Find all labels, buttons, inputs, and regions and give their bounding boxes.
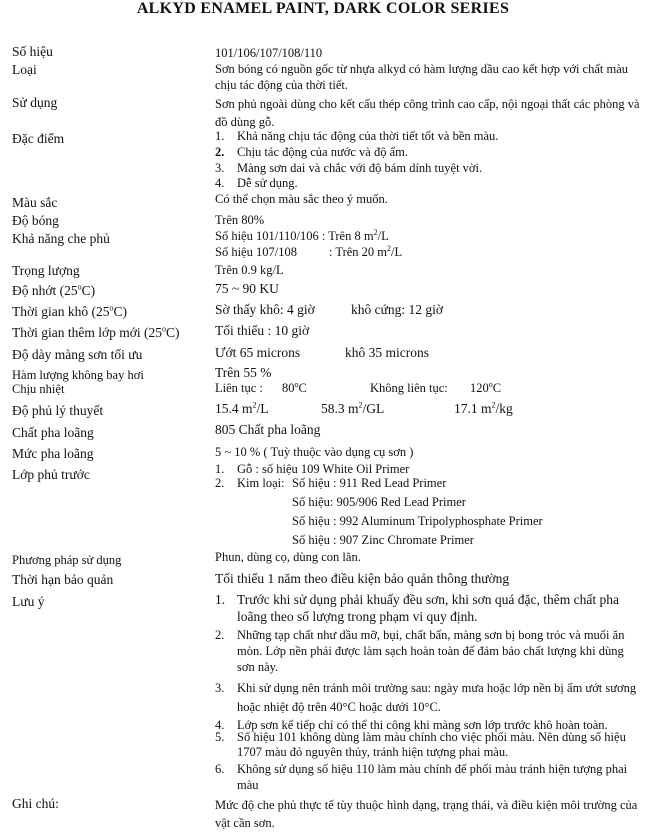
item-text: Khi sử dụng nên tránh môi trường sau: ngày mưa hoặc lớp nền bị ẩm ướt sương hoặc nhiệt độ trên 40°C hoặc dưới 10°C. [237, 681, 637, 714]
value-dry-thickness: khô 35 microns [345, 345, 429, 360]
chiu-nhiet-noncontinuous-value [470, 380, 501, 396]
item-text: Chịu tác động của nước và độ ẩm. [237, 145, 408, 159]
value-dry-hard: khô cứng: 12 giờ [351, 302, 444, 317]
che-phu-line-1 [215, 228, 389, 244]
item-text: Khả năng chịu tác động của thời tiết tốt và bền màu. [237, 129, 499, 143]
label-tail: C) [81, 283, 96, 298]
item-text: Số hiệu 101 không dùng làm màu chính cho việc phối màu. Nên dùng số hiệu 1707 màu đỏ nguyên thủy, tránh hiện tượng phai màu. [237, 730, 626, 759]
primer-metal-line: Số hiệu : 907 Zinc Chromate Primer [292, 533, 474, 547]
value-phuong-phap: Phun, dùng cọ, dùng con lăn. [215, 550, 361, 564]
luu-y-item [215, 761, 640, 793]
label-text: Thời gian khô (25 [12, 304, 110, 319]
value-mau-sac: Có thể chọn màu sắc theo ý muốn. [215, 192, 388, 206]
document-title: ALKYD ENAMEL PAINT, DARK COLOR SERIES [136, 0, 510, 17]
value-thoi-gian-them-lop: Tối thiểu : 10 giờ [215, 323, 310, 338]
primer-item-metal-head: Kim loại: [237, 476, 285, 490]
item-number: 2. [215, 628, 225, 642]
che-phu-text: : Trên 20 m [329, 245, 388, 259]
label-su-dung: Sử dụng [12, 95, 58, 110]
label-phuong-phap: Phương pháp sử dụng [12, 553, 122, 567]
primer-metal-line: Số hiệu: 905/906 Red Lead Primer [292, 495, 466, 509]
unit-tail: /L [391, 245, 403, 259]
label-thoi-gian-kho [12, 304, 127, 320]
value-muc-pha-loang: 5 ~ 10 % ( Tuỳ thuộc vào dụng cụ sơn ) [215, 445, 414, 459]
value-loai: Sơn bóng có nguồn gốc từ nhựa alkyd có hàm lượng dầu cao kết hợp với chất màu chịu tác động của thời tiết. [215, 62, 629, 92]
value-coverage-per-liter [215, 401, 269, 417]
value-so-hieu: 101/106/107/108/110 [215, 46, 323, 60]
luu-y-item [215, 591, 640, 625]
value-ham-luong: Trên 55 % [215, 365, 272, 380]
label-text: Thời gian thêm lớp mới (25 [12, 325, 163, 340]
item-text: Trước khi sử dụng phải khuấy đều sơn, khi sơn quá đặc, thêm chất pha loãng theo số lượng trong phạm vi quy định. [237, 592, 619, 624]
label-lop-phu-truoc: Lớp phủ trước [12, 467, 90, 482]
che-phu-line-2b [329, 244, 402, 260]
unit-sup: 2 [252, 400, 257, 410]
degree-sup: o [162, 324, 167, 334]
label-thoi-han-bao-quan: Thời hạn bảo quản [12, 572, 114, 587]
luu-y-item [215, 627, 640, 675]
unit-tail: /GL [362, 401, 385, 416]
unit-tail: /L [256, 401, 269, 416]
value-wet-thickness: Ướt 65 microns [215, 345, 301, 360]
degree-sup: o [488, 379, 493, 389]
value-ghi-chu: Mức độ che phủ thực tế tùy thuộc hình dạng, trạng thái, và điều kiện môi trường của vật cần sơn. [215, 798, 638, 830]
value-coverage-per-gallon [321, 401, 384, 417]
label-do-bong: Độ bóng [12, 213, 59, 228]
unit-sup: 2 [491, 400, 496, 410]
unit-sup: 2 [373, 227, 378, 237]
label-text: Độ nhớt (25 [12, 283, 78, 298]
value-thoi-han-bao-quan: Tối thiểu 1 năm theo điều kiện bảo quản thông thường [215, 571, 510, 586]
coverage-number: 15.4 m [215, 401, 253, 416]
unit-tail: /kg [495, 401, 513, 416]
item-text: Lớp sơn kế tiếp chỉ có thể thi công khi màng sơn lớp trước khô hoàn toàn. [237, 718, 608, 732]
label-dac-diem: Đặc điểm [12, 131, 65, 146]
value-su-dung: Sơn phủ ngoài dùng cho kết cấu thép công trình cao cấp, nội ngoại thất các phòng và đồ dùng gỗ. [215, 97, 640, 129]
value-coverage-per-kg [454, 401, 513, 417]
label-tail: C) [166, 325, 180, 340]
label-do-phu-ly-thuyet: Độ phủ lý thuyết [12, 403, 104, 418]
luu-y-item [215, 730, 640, 760]
item-number: 4. [215, 718, 225, 732]
item-text: Dễ sử dụng. [237, 176, 298, 190]
item-number: 2. [215, 145, 225, 159]
item-text: Không sử dụng số hiệu 110 làm màu chính để phối màu tránh hiện tượng phai màu [237, 762, 628, 792]
coverage-number: 58.3 m [321, 401, 359, 416]
chiu-nhiet-noncontinuous-label: Không liên tục: [370, 381, 448, 395]
item-number: 3. [215, 161, 225, 175]
label-chiu-nhiet: Chịu nhiệt [12, 382, 65, 396]
item-number: 1. [215, 129, 225, 143]
label-ghi-chu: Ghi chú: [12, 796, 59, 811]
label-chat-pha-loang: Chất pha loãng [12, 425, 94, 440]
label-so-hieu: Số hiệu [12, 44, 53, 59]
chiu-nhiet-continuous-value [282, 380, 307, 396]
value-do-bong: Trên 80% [215, 213, 265, 227]
label-loai: Loại [12, 62, 37, 77]
item-number: 1. [215, 592, 226, 607]
label-do-nhot [12, 283, 95, 299]
value-trong-luong: Trên 0.9 kg/L [215, 263, 284, 277]
unit-sup: 2 [358, 400, 363, 410]
value-chat-pha-loang: 805 Chất pha loãng [215, 422, 321, 437]
item-text: Màng sơn dai và chắc với độ bám dính tuyệt vời. [237, 161, 483, 175]
item-text: Những tạp chất như dầu mỡ, bụi, chất bẩn, màng sơn bị bong tróc và muối ăn mòn. Lớp nền phải được làm sạch hoàn toàn để đảm bảo chất lượng khi dùng sơn này. [237, 628, 625, 674]
temp-unit: C [298, 381, 307, 395]
dac-diem-item [215, 175, 640, 191]
degree-sup: o [109, 303, 114, 313]
che-phu-line-2a: Số hiệu 107/108 [215, 245, 297, 259]
item-number: 5. [215, 730, 225, 744]
dac-diem-item [215, 128, 640, 144]
luu-y-item [215, 679, 640, 717]
dac-diem-item [215, 160, 640, 176]
label-do-day: Độ dày màng sơn tối ưu [12, 347, 143, 362]
label-luu-y: Lưu ý [12, 594, 45, 609]
label-mau-sac: Màu sắc [12, 195, 58, 210]
coverage-number: 17.1 m [454, 401, 492, 416]
degree-sup: o [294, 379, 299, 389]
label-muc-pha-loang: Mức pha loãng [12, 446, 94, 461]
primer-metal-line: Số hiệu : 911 Red Lead Primer [292, 476, 447, 490]
label-thoi-gian-them-lop [12, 325, 180, 341]
primer-item-metal-number: 2. [215, 476, 225, 490]
temp-value: 120 [470, 381, 489, 395]
label-ham-luong: Hàm lượng không bay hơi [12, 368, 144, 382]
item-text: Gỗ : số hiệu 109 White Oil Primer [237, 462, 410, 476]
chiu-nhiet-continuous-label: Liên tục : [215, 381, 263, 395]
item-number: 3. [215, 681, 225, 695]
label-tail: C) [113, 304, 127, 319]
unit-sup: 2 [387, 243, 392, 253]
temp-unit: C [492, 381, 502, 395]
temp-value: 80 [282, 381, 295, 395]
che-phu-text: Số hiệu 101/110/106 : Trên 8 m [215, 229, 374, 243]
label-trong-luong: Trọng lượng [12, 263, 80, 278]
degree-sup: o [77, 282, 82, 292]
dac-diem-item [215, 144, 640, 160]
primer-metal-line: Số hiệu : 992 Aluminum Tripolyphosphate Primer [292, 514, 543, 528]
unit-tail: /L [377, 229, 389, 243]
value-do-nhot: 75 ~ 90 KU [215, 281, 279, 296]
label-kha-nang-che-phu: Khả năng che phủ [12, 231, 110, 246]
value-dry-touch: Sờ thấy khô: 4 giờ [215, 302, 315, 317]
item-number: 1. [215, 462, 225, 476]
item-number: 6. [215, 762, 225, 776]
item-number: 4. [215, 176, 225, 190]
